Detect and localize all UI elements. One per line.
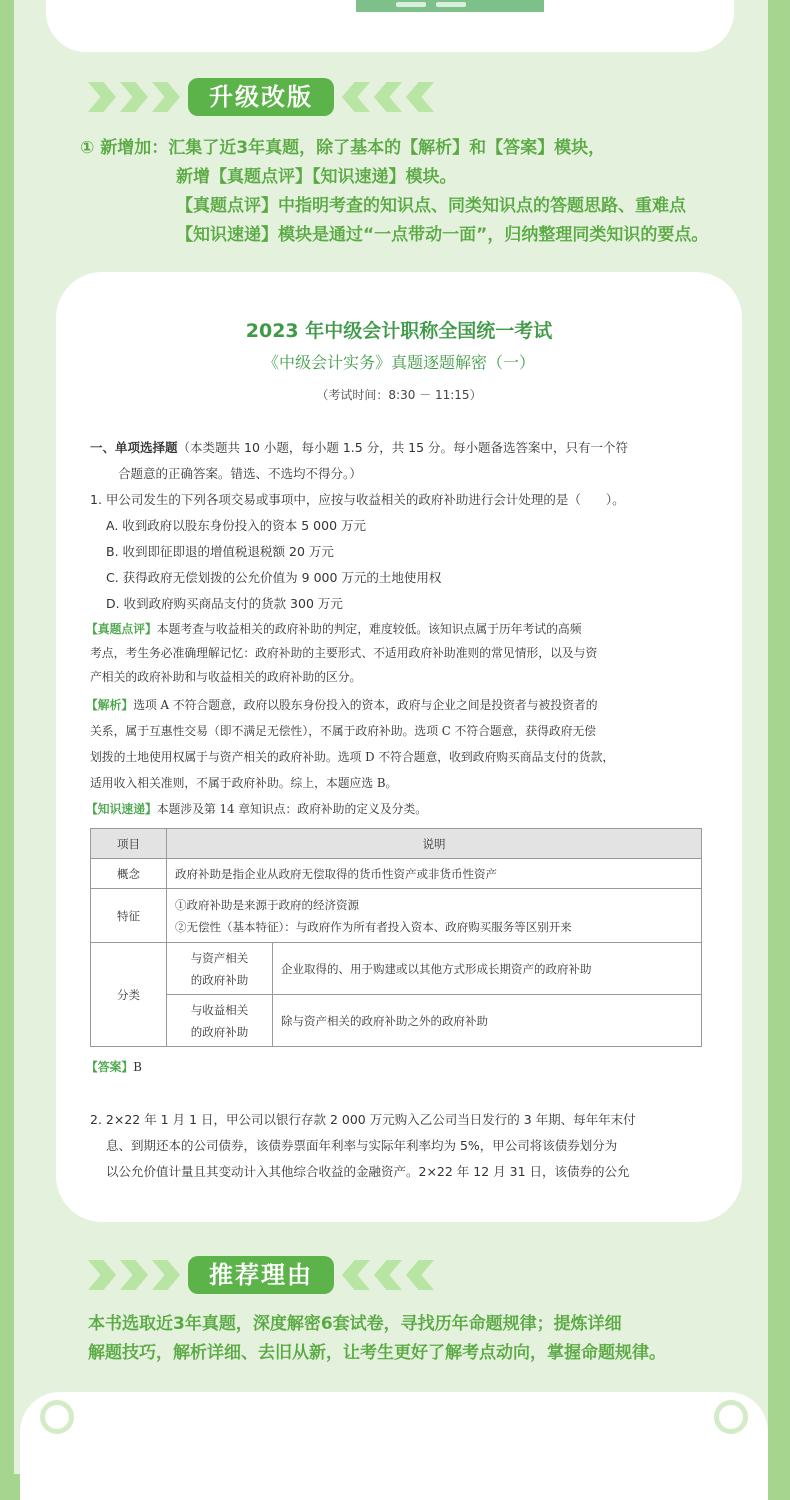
option-a: A. 收到政府以股东身份投入的资本 5 000 万元 <box>106 518 367 533</box>
header-cell: 说明 <box>167 829 702 859</box>
paper-title: 2023 年中级会计职称全国统一考试 <box>245 320 553 342</box>
chevron-right-icon <box>152 82 180 112</box>
question-2-line: 息、到期还本的公司债券，该债券票面年利率与实际年利率均为 5%，甲公司将该债券划分为 <box>106 1138 618 1153</box>
exam-paper-card <box>56 272 742 1222</box>
section-title: 升级改版 <box>188 78 334 116</box>
feature-item: ①政府补助是来源于政府的经济资源 <box>175 897 359 912</box>
chevron-left-icon <box>374 1260 402 1290</box>
answer-line <box>86 1058 142 1075</box>
analysis-line: 适用收入相关准则，不属于政府补助。综上，本题应选 B。 <box>90 776 398 790</box>
analysis-line <box>86 696 598 713</box>
review-text: 本题考查与收益相关的政府补助的判定，难度较低。该知识点属于历年考试的高频 <box>156 622 582 636</box>
table-row <box>91 859 702 889</box>
sub-label-line: 的政府补助 <box>190 1024 249 1039</box>
chevron-left-icon <box>342 82 370 112</box>
review-line <box>86 620 582 637</box>
analysis-tag: 【解析】 <box>86 698 134 712</box>
section-desc-cont: 合题意的正确答案。错选、不选均不得分。） <box>118 466 362 481</box>
sub-label-line: 与资产相关 <box>190 950 249 965</box>
paper-subtitle: 《中级会计实务》真题逐题解密（一） <box>262 353 535 372</box>
section-heading <box>90 438 628 456</box>
exam-time: （考试时间：8:30 － 11:15） <box>316 388 482 402</box>
book-cover-edge <box>356 0 544 12</box>
book-preview-card <box>46 0 734 52</box>
analysis-line: 关系，属于互惠性交易（即不满足无偿性），不属于政府补助。选项 C 不符合题意，获得政府无偿 <box>90 724 597 738</box>
chevron-right-icon <box>120 1260 148 1290</box>
section-title: 推荐理由 <box>188 1256 334 1294</box>
sub-label-line: 的政府补助 <box>190 972 249 987</box>
table-row <box>91 943 702 995</box>
ring-decoration-icon <box>40 1400 74 1434</box>
knowledge-table <box>90 828 702 1047</box>
answer-value: B <box>133 1060 142 1074</box>
knowledge-line <box>86 800 427 817</box>
option-b: B. 收到即征即退的增值税退税额 20 万元 <box>106 544 334 559</box>
chevron-left-icon <box>406 1260 434 1290</box>
row-label: 分类 <box>91 943 167 1047</box>
review-line: 产相关的政府补助和与收益相关的政府补助的区分。 <box>90 670 362 684</box>
question-2-line: 以公允价值计量且其变动计入其他综合收益的金融资产。2×22 年 12 月 31 日，该债券的公允 <box>106 1164 630 1179</box>
intro-line: 【真题点评】中指明考查的知识点、同类知识点的答题思路、重难点 <box>176 196 686 216</box>
chevron-right-icon <box>88 82 116 112</box>
feature-item: ②无偿性（基本特征）：与政府作为所有者投入资本、政府购买服务等区别开来 <box>175 919 572 934</box>
question-stem: 1. 甲公司发生的下列各项交易或事项中，应按与收益相关的政府补助进行会计处理的是（ ）。 <box>90 492 625 507</box>
upgrade-intro <box>80 134 770 250</box>
sub-label <box>167 995 273 1047</box>
intro-line: ① 新增加：汇集了近3年真题，除了基本的【解析】和【答案】模块， <box>80 138 606 158</box>
analysis-line: 划拨的土地使用权属于与资产相关的政府补助。选项 D 不符合题意，收到政府购买商品支付的货款， <box>90 750 615 764</box>
header-cell: 项目 <box>91 829 167 859</box>
knowledge-text: 本题涉及第 14 章知识点：政府补助的定义及分类。 <box>156 802 428 816</box>
chevron-left-icon <box>406 82 434 112</box>
ring-decoration-icon <box>714 1400 748 1434</box>
bottom-decor-card <box>20 1392 768 1500</box>
review-line: 考点，考生务必准确理解记忆：政府补助的主要形式、不适用政府补助准则的常见情形，以及与资 <box>90 646 598 660</box>
sub-label <box>167 943 273 995</box>
option-d: D. 收到政府购买商品支付的货款 300 万元 <box>106 596 343 611</box>
row-desc: 除与资产相关的政府补助之外的政府补助 <box>273 995 702 1047</box>
table-header-row <box>91 829 702 859</box>
row-desc <box>167 889 702 943</box>
analysis-text: 选项 A 不符合题意，政府以股东身份投入的资本，政府与企业之间是投资者与被投资者的 <box>133 698 598 712</box>
section-desc: （本类题共 10 小题，每小题 1.5 分，共 15 分。每小题备选答案中，只有一个符 <box>177 440 629 455</box>
answer-tag: 【答案】 <box>86 1060 134 1074</box>
row-label: 特征 <box>91 889 167 943</box>
row-label: 概念 <box>91 859 167 889</box>
table-row <box>91 889 702 943</box>
row-desc: 政府补助是指企业从政府无偿取得的货币性资产或非货币性资产 <box>167 859 702 889</box>
section-header-upgrade <box>0 78 790 116</box>
table-row <box>91 995 702 1047</box>
intro-line: 【知识速递】模块是通过“一点带动一面”，归纳整理同类知识的要点。 <box>176 225 709 245</box>
chevron-right-icon <box>88 1260 116 1290</box>
chevron-right-icon <box>152 1260 180 1290</box>
knowledge-tag: 【知识速递】 <box>86 802 157 816</box>
reason-line: 解题技巧，解析详细、去旧从新，让考生更好了解考点动向，掌握命题规律。 <box>88 1343 666 1363</box>
option-c: C. 获得政府无偿划拨的公允价值为 9 000 万元的土地使用权 <box>106 570 442 585</box>
review-tag: 【真题点评】 <box>86 622 157 636</box>
intro-line: 新增【真题点评】【知识速递】模块。 <box>176 167 457 187</box>
row-desc: 企业取得的、用于购建或以其他方式形成长期资产的政府补助 <box>273 943 702 995</box>
recommend-reason <box>88 1310 768 1368</box>
chevron-left-icon <box>374 82 402 112</box>
question-2-line: 2. 2×22 年 1 月 1 日，甲公司以银行存款 2 000 万元购入乙公司当日发行的 3 年期、每年年末付 <box>90 1112 636 1127</box>
sub-label-line: 与收益相关 <box>190 1002 249 1017</box>
reason-line: 本书选取近3年真题，深度解密6套试卷，寻找历年命题规律；提炼详细 <box>88 1314 622 1334</box>
section-header-reason <box>0 1256 790 1294</box>
chevron-right-icon <box>120 82 148 112</box>
section-title-bold: 一、单项选择题 <box>90 440 178 455</box>
chevron-left-icon <box>342 1260 370 1290</box>
